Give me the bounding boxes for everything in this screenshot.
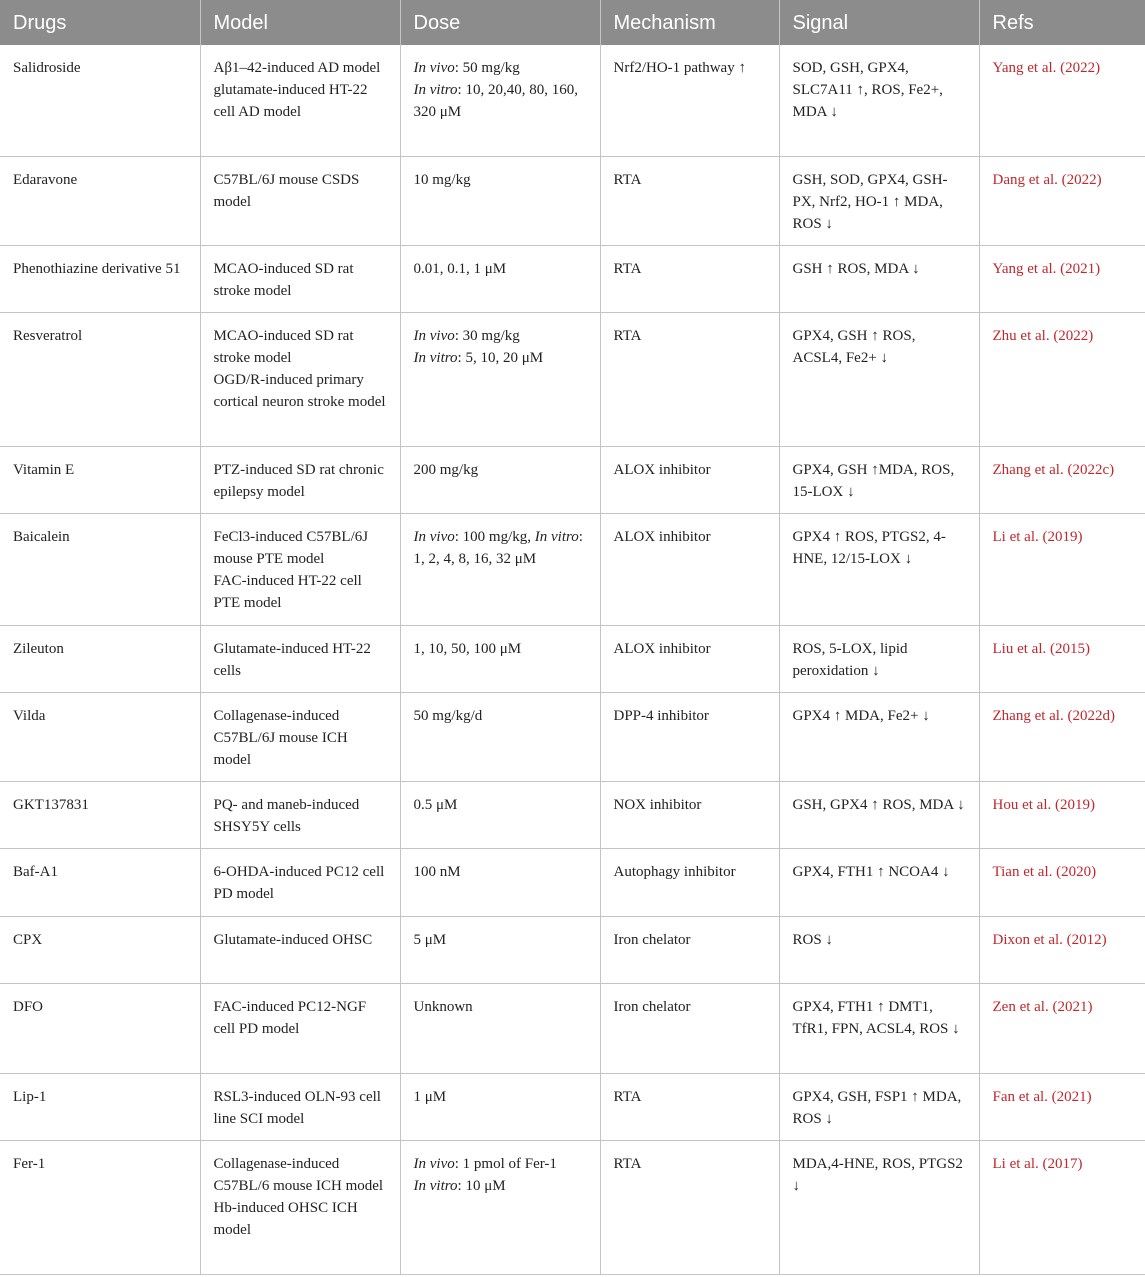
reference-link[interactable]: Dixon et al. (2012)	[979, 916, 1145, 983]
dose-value: 0.01, 0.1, 1 μM	[413, 260, 507, 277]
mechanism-cell: RTA	[600, 245, 779, 312]
reference-link[interactable]: Zhang et al. (2022c)	[979, 446, 1145, 513]
drug-cell: Vitamin E	[0, 446, 200, 513]
dose-line	[414, 794, 587, 816]
model-cell	[200, 245, 400, 312]
table-row	[0, 781, 1145, 848]
signal-cell: ROS ↓	[779, 916, 979, 983]
dose-condition: In vitro	[534, 528, 579, 545]
dose-condition: In vitro	[413, 1177, 458, 1194]
signal-cell: MDA,4-HNE, ROS, PTGS2 ↓	[779, 1140, 979, 1274]
mechanism-cell: ALOX inhibitor	[600, 513, 779, 625]
reference-link[interactable]: Fan et al. (2021)	[979, 1073, 1145, 1140]
table-row	[0, 983, 1145, 1073]
dose-value: : 10 μM	[457, 1177, 506, 1194]
model-line: PQ- and maneb-induced SHSY5Y cells	[213, 796, 360, 835]
model-cell	[200, 446, 400, 513]
drug-cell: GKT137831	[0, 781, 200, 848]
dose-value: 0.5 μM	[413, 796, 458, 813]
dose-line	[414, 529, 535, 545]
dose-cell	[400, 692, 600, 781]
dose-cell	[400, 781, 600, 848]
dose-line	[414, 638, 587, 660]
drug-cell: DFO	[0, 983, 200, 1073]
model-line: FeCl3-induced C57BL/6J mouse PTE model	[213, 528, 369, 567]
model-cell	[200, 1073, 400, 1140]
dose-line	[414, 1175, 587, 1197]
signal-cell: ROS, 5-LOX, lipid peroxidation ↓	[779, 625, 979, 692]
dose-cell	[400, 1073, 600, 1140]
model-line: FAC-induced HT-22 cell PTE model	[213, 572, 362, 611]
table-row	[0, 1073, 1145, 1140]
dose-line	[414, 169, 587, 191]
table-row	[0, 45, 1145, 156]
signal-cell: GPX4, GSH, FSP1 ↑ MDA, ROS ↓	[779, 1073, 979, 1140]
dose-line	[414, 1086, 587, 1108]
table-row	[0, 446, 1145, 513]
dose-value: 200 mg/kg	[413, 461, 479, 478]
dose-value: 5 μM	[413, 931, 447, 948]
dose-line	[414, 79, 587, 123]
dose-cell	[400, 625, 600, 692]
signal-cell: GSH, GPX4 ↑ ROS, MDA ↓	[779, 781, 979, 848]
model-cell	[200, 692, 400, 781]
drug-cell: Resveratrol	[0, 312, 200, 446]
dose-value: : 10, 20,40, 80, 160, 320 μM	[413, 82, 578, 120]
table-row	[0, 692, 1145, 781]
drug-cell: Lip-1	[0, 1073, 200, 1140]
model-line: MCAO-induced SD rat stroke model	[213, 327, 354, 366]
model-line: Aβ1–42-induced AD model	[213, 60, 381, 76]
model-cell	[200, 156, 400, 245]
dose-cell	[400, 156, 600, 245]
model-line: 6-OHDA-induced PC12 cell PD model	[213, 863, 385, 902]
dose-value: : 5, 10, 20 μM	[457, 349, 544, 366]
dose-cell	[400, 1140, 600, 1274]
dose-value: 10 mg/kg	[413, 171, 471, 188]
drug-cell: CPX	[0, 916, 200, 983]
mechanism-cell: ALOX inhibitor	[600, 625, 779, 692]
dose-cell	[400, 983, 600, 1073]
dose-cell	[400, 848, 600, 916]
signal-cell: GSH, SOD, GPX4, GSH-PX, Nrf2, HO-1 ↑ MDA, ROS ↓	[779, 156, 979, 245]
model-line: Collagenase-induced C57BL/6 mouse ICH model	[213, 1155, 384, 1194]
dose-value: : 1 pmol of Fer-1	[454, 1155, 557, 1172]
reference-link[interactable]: Zen et al. (2021)	[979, 983, 1145, 1073]
model-line: glutamate-induced HT-22 cell AD model	[213, 82, 368, 120]
dose-value: 100 nM	[413, 863, 461, 880]
mechanism-cell: Autophagy inhibitor	[600, 848, 779, 916]
table-row	[0, 916, 1145, 983]
dose-condition: In vitro	[413, 82, 458, 98]
dose-value: : 30 mg/kg	[454, 327, 520, 344]
dose-line	[414, 325, 587, 347]
signal-cell: GPX4, GSH ↑MDA, ROS, 15-LOX ↓	[779, 446, 979, 513]
reference-link[interactable]: Zhu et al. (2022)	[979, 312, 1145, 446]
dose-value: 1 μM	[413, 1088, 447, 1105]
dose-line	[414, 996, 587, 1018]
reference-link[interactable]: Yang et al. (2022)	[979, 45, 1145, 156]
dose-line	[414, 258, 587, 280]
header-signal: Signal	[779, 0, 979, 45]
reference-link[interactable]: Li et al. (2019)	[979, 513, 1145, 625]
signal-cell: SOD, GSH, GPX4, SLC7A11 ↑, ROS, Fe2+, MDA ↓	[779, 45, 979, 156]
model-cell	[200, 916, 400, 983]
table-row	[0, 513, 1145, 625]
dose-cell	[400, 245, 600, 312]
dose-line	[414, 459, 587, 481]
table-row	[0, 245, 1145, 312]
dose-condition: In vitro	[413, 349, 458, 366]
header-mechanism: Mechanism	[600, 0, 779, 45]
model-line: PTZ-induced SD rat chronic epilepsy model	[213, 461, 384, 500]
mechanism-cell: RTA	[600, 1140, 779, 1274]
drug-cell: Salidroside	[0, 45, 200, 156]
model-line: C57BL/6J mouse CSDS model	[213, 171, 360, 210]
signal-cell: GPX4, FTH1 ↑ NCOA4 ↓	[779, 848, 979, 916]
reference-link[interactable]: Hou et al. (2019)	[979, 781, 1145, 848]
model-cell	[200, 983, 400, 1073]
dose-line	[414, 861, 587, 883]
signal-cell: GPX4 ↑ MDA, Fe2+ ↓	[779, 692, 979, 781]
signal-cell: GPX4, FTH1 ↑ DMT1, TfR1, FPN, ACSL4, ROS ↓	[779, 983, 979, 1073]
dose-value: : 1, 2, 4, 8, 16, 32 μM	[413, 528, 583, 567]
table-row	[0, 312, 1145, 446]
table-row	[0, 848, 1145, 916]
model-cell	[200, 848, 400, 916]
reference-link[interactable]: Yang et al. (2021)	[979, 245, 1145, 312]
table-row	[0, 156, 1145, 245]
dose-value: 1, 10, 50, 100 μM	[413, 640, 522, 657]
dose-cell	[400, 916, 600, 983]
header-drugs: Drugs	[0, 0, 200, 45]
dose-line	[414, 57, 587, 79]
reference-link[interactable]: Zhang et al. (2022d)	[979, 692, 1145, 781]
dose-condition: In vivo	[413, 1155, 455, 1172]
model-line: Collagenase-induced C57BL/6J mouse ICH model	[213, 707, 348, 768]
reference-link[interactable]: Dang et al. (2022)	[979, 156, 1145, 245]
dose-value: : 50 mg/kg	[454, 60, 520, 76]
mechanism-cell: Iron chelator	[600, 983, 779, 1073]
model-cell	[200, 513, 400, 625]
mechanism-cell: DPP-4 inhibitor	[600, 692, 779, 781]
table-body	[0, 45, 1145, 1274]
reference-link[interactable]: Liu et al. (2015)	[979, 625, 1145, 692]
model-line: Glutamate-induced HT-22 cells	[213, 640, 371, 679]
dose-line	[414, 705, 587, 727]
mechanism-cell: Iron chelator	[600, 916, 779, 983]
dose-cell	[400, 312, 600, 446]
mechanism-cell: NOX inhibitor	[600, 781, 779, 848]
dose-cell	[400, 446, 600, 513]
dose-value: Unknown	[413, 998, 473, 1015]
mechanism-cell: RTA	[600, 156, 779, 245]
header-model: Model	[200, 0, 400, 45]
model-line: OGD/R-induced primary cortical neuron stroke model	[213, 371, 386, 410]
dose-value: : 100 mg/kg,	[454, 528, 535, 545]
table-row	[0, 625, 1145, 692]
header-row	[0, 0, 1145, 45]
model-cell	[200, 781, 400, 848]
dose-condition: In vivo	[413, 528, 455, 545]
signal-cell: GPX4, GSH ↑ ROS, ACSL4, Fe2+ ↓	[779, 312, 979, 446]
signal-cell: GSH ↑ ROS, MDA ↓	[779, 245, 979, 312]
drug-cell: Vilda	[0, 692, 200, 781]
drug-cell: Fer-1	[0, 1140, 200, 1274]
mechanism-cell: RTA	[600, 1073, 779, 1140]
dose-cell	[400, 513, 600, 625]
mechanism-cell: Nrf2/HO-1 pathway ↑	[600, 45, 779, 156]
model-line: Hb-induced OHSC ICH model	[213, 1199, 358, 1238]
model-line: Glutamate-induced OHSC	[213, 931, 373, 948]
dose-value: 50 mg/kg/d	[413, 707, 483, 724]
dose-line	[414, 1153, 587, 1175]
dose-condition: In vivo	[413, 60, 455, 76]
mechanism-cell: ALOX inhibitor	[600, 446, 779, 513]
table-row	[0, 1140, 1145, 1274]
drug-cell: Baf-A1	[0, 848, 200, 916]
model-cell	[200, 1140, 400, 1274]
header-dose: Dose	[400, 0, 600, 45]
model-cell	[200, 625, 400, 692]
reference-link[interactable]: Tian et al. (2020)	[979, 848, 1145, 916]
dose-cell	[400, 45, 600, 156]
model-line: MCAO-induced SD rat stroke model	[213, 260, 354, 299]
signal-cell: GPX4 ↑ ROS, PTGS2, 4-HNE, 12/15-LOX ↓	[779, 513, 979, 625]
header-refs: Refs	[979, 0, 1145, 45]
dose-line	[414, 929, 587, 951]
drug-cell: Edaravone	[0, 156, 200, 245]
drug-cell: Baicalein	[0, 513, 200, 625]
model-cell	[200, 312, 400, 446]
dose-condition: In vivo	[413, 327, 455, 344]
model-cell	[200, 45, 400, 156]
model-line: RSL3-induced OLN-93 cell line SCI model	[213, 1088, 381, 1127]
drug-cell: Phenothiazine derivative 51	[0, 245, 200, 312]
drug-cell: Zileuton	[0, 625, 200, 692]
mechanism-cell: RTA	[600, 312, 779, 446]
model-line: FAC-induced PC12-NGF cell PD model	[213, 998, 367, 1037]
dose-line	[414, 347, 587, 369]
reference-link[interactable]: Li et al. (2017)	[979, 1140, 1145, 1274]
